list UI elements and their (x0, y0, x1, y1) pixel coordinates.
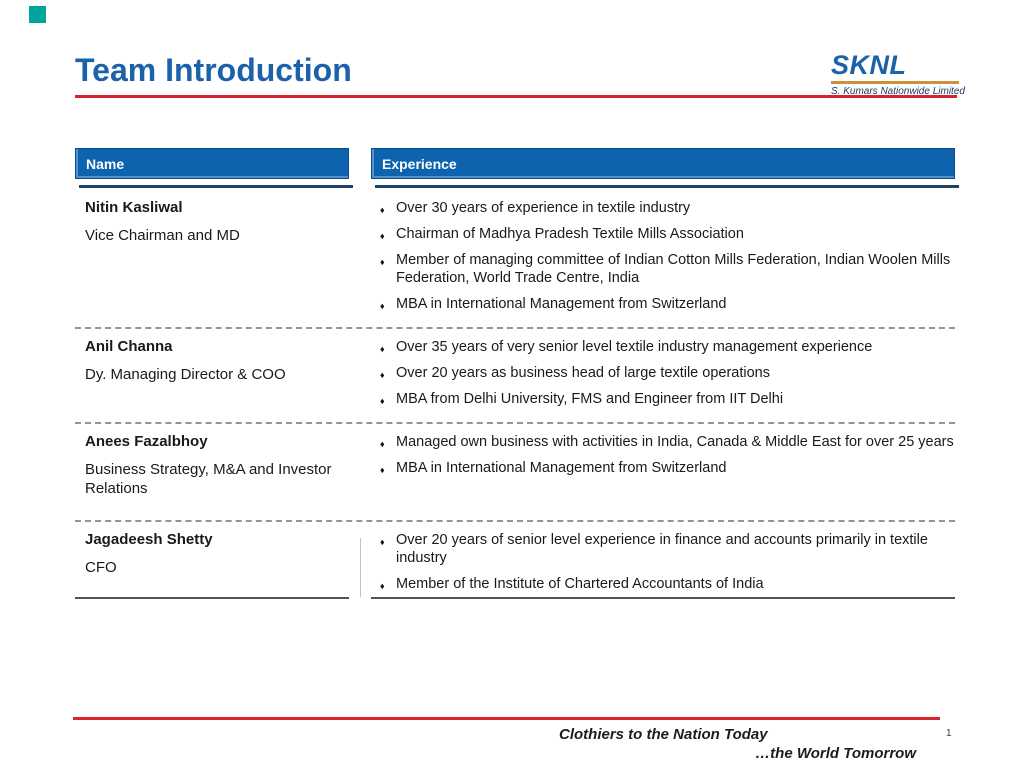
diamond-bullet-icon: ♦ (380, 439, 385, 449)
diamond-bullet-icon: ♦ (380, 537, 385, 547)
table-header-name-shadow (79, 185, 353, 188)
member-name: Anil Channa (85, 338, 173, 355)
diamond-bullet-icon: ♦ (380, 344, 385, 354)
member-cell (75, 525, 371, 601)
experience-bullet-text: MBA in International Management from Switzerland (396, 460, 727, 476)
experience-bullet-list (380, 199, 955, 313)
member-name: Jagadeesh Shetty (85, 531, 213, 548)
member-cell (75, 193, 371, 321)
diamond-bullet-icon: ♦ (380, 370, 385, 380)
diamond-bullet-icon: ♦ (380, 465, 385, 475)
experience-bullet-text: MBA in International Management from Switzerland (396, 296, 727, 312)
experience-bullet (380, 433, 955, 451)
logo-underline-rule (831, 81, 959, 84)
table-header-experience: Experience (371, 148, 955, 179)
experience-bullet (380, 364, 955, 382)
experience-bullet (380, 251, 955, 287)
footer-rule (73, 717, 940, 720)
experience-bullet-text: Over 30 years of experience in textile industry (396, 200, 691, 216)
diamond-bullet-icon: ♦ (380, 301, 385, 311)
member-cell (75, 332, 371, 416)
experience-cell (371, 193, 955, 321)
diamond-bullet-icon: ♦ (380, 205, 385, 215)
table-header-name: Name (75, 148, 349, 179)
experience-bullet-text: Over 35 years of very senior level textile industry management experience (396, 339, 873, 355)
member-name: Nitin Kasliwal (85, 199, 183, 216)
experience-bullet-list (380, 433, 955, 477)
member-role: CFO (85, 559, 117, 576)
experience-cell (371, 332, 955, 416)
member-name: Anees Fazalbhoy (85, 433, 208, 450)
logo-tagline: S. Kumars Nationwide Limited (831, 86, 965, 97)
experience-cell (371, 427, 955, 514)
table-row (75, 422, 955, 520)
experience-bullet-list (380, 338, 955, 408)
table-row (75, 327, 955, 422)
table-row (75, 520, 955, 607)
table-column-divider (360, 538, 361, 597)
experience-bullet (380, 338, 955, 356)
footer-tagline-today: Clothiers to the Nation Today (559, 726, 768, 743)
member-role: Dy. Managing Director & COO (85, 366, 286, 383)
diamond-bullet-icon: ♦ (380, 231, 385, 241)
corner-accent-square (29, 6, 46, 23)
table-bottom-rule-right (371, 597, 955, 599)
experience-bullet (380, 575, 955, 593)
table-row (75, 190, 955, 327)
title-underline-rule (75, 95, 957, 98)
experience-bullet-list (380, 531, 955, 593)
table-header-experience-shadow (375, 185, 959, 188)
member-role: Vice Chairman and MD (85, 227, 240, 244)
experience-bullet (380, 390, 955, 408)
experience-bullet-text: Member of the Institute of Chartered Accountants of India (396, 576, 764, 592)
table-bottom-rule-left (75, 597, 349, 599)
page-title: Team Introduction (75, 52, 352, 88)
diamond-bullet-icon: ♦ (380, 581, 385, 591)
experience-bullet-text: Over 20 years as business head of large textile operations (396, 365, 770, 381)
footer-tagline-tomorrow: …the World Tomorrow (755, 745, 916, 762)
experience-bullet (380, 459, 955, 477)
experience-bullet-text: Chairman of Madhya Pradesh Textile Mills Association (396, 226, 744, 242)
diamond-bullet-icon: ♦ (380, 396, 385, 406)
experience-bullet (380, 531, 955, 567)
page-number: 1 (946, 728, 952, 739)
company-logo (831, 50, 963, 97)
diamond-bullet-icon: ♦ (380, 257, 385, 267)
experience-bullet-text: MBA from Delhi University, FMS and Engineer from IIT Delhi (396, 391, 784, 407)
experience-bullet-text: Member of managing committee of Indian Cotton Mills Federation, Indian Woolen Mills Federation, World Trade Centre, India (396, 252, 951, 286)
logo-wordmark: SKNL (831, 50, 907, 80)
member-cell (75, 427, 371, 514)
experience-bullet-text: Over 20 years of senior level experience in finance and accounts primarily in textile industry (396, 532, 928, 566)
member-role: Business Strategy, M&A and Investor Relations (85, 461, 332, 497)
experience-table-body (75, 190, 955, 607)
experience-bullet-text: Managed own business with activities in India, Canada & Middle East for over 25 years (396, 434, 954, 450)
experience-bullet (380, 295, 955, 313)
experience-cell (371, 525, 955, 601)
experience-bullet (380, 199, 955, 217)
experience-bullet (380, 225, 955, 243)
